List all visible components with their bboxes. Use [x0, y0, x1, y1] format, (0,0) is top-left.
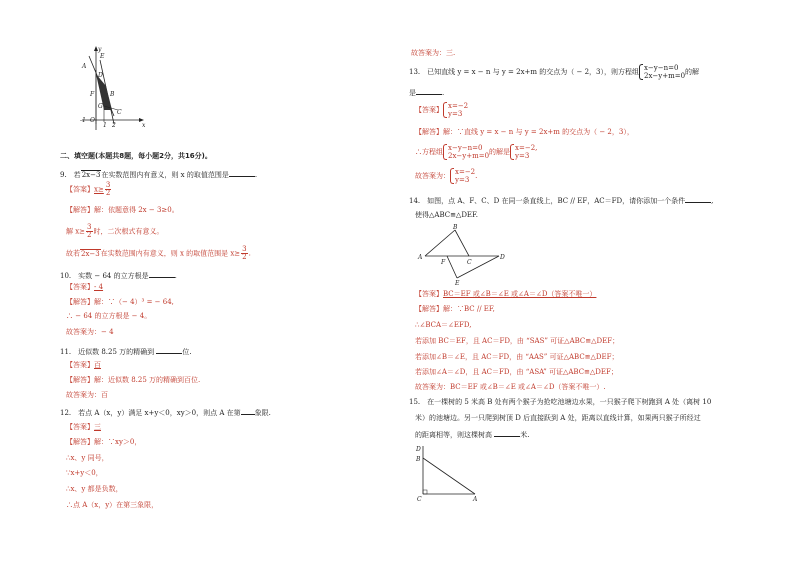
q15-stem-2: 米）的池塘边。另一只爬到树顶 D 后直接跃到 A 处，距离以直线计算，如果两只猴子所经过 [415, 414, 701, 422]
q15-stem-1: 15. 在一棵树的 5 米高 B 处有两个猴子为抢吃池塘边水果，一只猴子爬下树跑到 A 处（离树 10 [409, 398, 712, 406]
q11-stem: 11. 近似数 8.25 万的精确到 位. [60, 348, 192, 356]
tree-figure [413, 442, 483, 502]
q10-analysis-2: ∴ − 64 的立方根是 − 4。 [66, 312, 152, 320]
q9-blank [229, 170, 255, 177]
q9-analysis-1: 【解答】解：依题意得 2x − 3≥0。 [66, 206, 179, 214]
label-e: E [100, 53, 105, 60]
q13-stem: 13. 已知直线 y = x − n 与 y = 2x+m 的交点为（ − 2，3），则方程组 x−y−n=0 2x−y+m=0 的解 [409, 64, 700, 80]
q12-analysis-5: ∴点 A（x，y）在第三象限， [66, 501, 159, 509]
q9-conclusion: 故若2x−3在实数范围内有意义，则 x 的取值范围是 x≥ $\frac{3}{2}$ . [66, 245, 251, 261]
label-a: A [418, 254, 423, 261]
q12-answer: 【答案】三 [66, 423, 101, 431]
q12-analysis-3: ∵x+y＜0， [66, 469, 103, 477]
label-b: B [110, 91, 115, 98]
label-b: B [416, 456, 421, 463]
q9-analysis-2: 解 x≥ $\frac{3}{2}$ 时，二次根式有意义。 [66, 223, 164, 239]
q15-stem-3: 的距离相等，则这棵树高 米. [415, 431, 530, 439]
label-c: C [417, 496, 422, 502]
label-one: 1 [103, 122, 107, 129]
label-f: F [90, 91, 95, 98]
label-g: G [98, 103, 103, 110]
q10-answer: 【答案】- 4 [66, 283, 104, 291]
label-x: x [142, 122, 146, 129]
line-ed [457, 256, 499, 278]
q12-analysis-4: ∴x、y 都是负数， [66, 485, 123, 493]
line-ba [423, 458, 475, 494]
line-fe [447, 256, 457, 278]
line-bc [455, 230, 469, 256]
label-a: A [473, 496, 478, 502]
label-o: O [90, 117, 95, 124]
q11-conclusion: 故答案为：百 [66, 391, 108, 399]
q9-stem: 9. 若2x−3在实数范围内有意义，则 x 的取值范围是 . [60, 171, 258, 179]
label-y: y [98, 46, 102, 53]
q13-system: x−y−n=0 2x−y+m=0 [639, 64, 685, 80]
label-d: D [416, 446, 421, 453]
q14-analysis-5: 若添加∠A＝∠D，且 AC＝FD，由 “ASA” 可证△ABC≌△DEF； [415, 368, 618, 376]
q12-analysis-1: 【解答】解：∵xy＞0， [66, 438, 142, 446]
q13-stem-line2: 是 . [409, 89, 445, 97]
q14-stem-1: 14. 如图，点 A、F、C、D 在同一条直线上，BC // EF，AC＝FD，请你添加一个条件 , [409, 197, 714, 205]
label-a: A [82, 63, 87, 70]
q9-answer: 【答案】x≥ $\frac{3}{2}$ [66, 181, 111, 197]
q12-analysis-2: ∴x、y 同号， [66, 454, 109, 462]
right-angle-mark [423, 490, 427, 494]
q14-answer: 【答案】BC＝EF 或∠B＝∠E 或∠A＝∠D（答案不唯一） [415, 290, 597, 298]
q14-stem-2: 使得△ABC≌△DEF. [415, 211, 479, 219]
label-two: 2 [112, 122, 116, 129]
label-c: C [467, 259, 472, 266]
q13-answer-system: x=−2 y=3 [443, 102, 468, 118]
triangle-figure [417, 222, 507, 288]
q10-analysis-1: 【解答】解：∵（− 4）³ = − 64, [66, 298, 174, 306]
label-e: E [455, 280, 460, 287]
q13-analysis-1: 【解答】解：∵直线 y = x − n 与 y = 2x+m 的交点为（ − 2，3）， [415, 128, 634, 136]
q11-analysis-1: 【解答】解：近似数 8.25 万的精确到百位. [66, 376, 201, 384]
q12-stem: 12. 若点 A（x，y）满足 x+y＜0，xy＞0，则点 A 在第 象限. [60, 409, 271, 417]
right-column [397, 0, 794, 562]
label-f: F [441, 259, 446, 266]
q10-stem: 10. 实数 − 64 的立方根是 . [60, 272, 177, 280]
q14-conclusion: 故答案为：BC＝EF 或∠B＝∠E 或∠A＝∠D（答案不唯一）. [415, 383, 606, 391]
q14-analysis-4: 若添加∠B＝∠E，且 AC＝FD，由 “AAS” 可证△ABC≌△DEF； [415, 353, 619, 361]
answer-tag: 【答案】 [66, 185, 94, 194]
q14-analysis-1: 【解答】解：∵BC // EF, [415, 305, 495, 313]
q10-conclusion: 故答案为：− 4 [66, 328, 114, 336]
label-minus1: -1 [80, 117, 86, 124]
q11-answer: 【答案】百 [66, 361, 101, 369]
label-c: C [117, 109, 122, 116]
label-b: B [453, 224, 458, 231]
q9-sqrt: 2x−3 [81, 171, 101, 179]
q14-analysis-2: ∴∠BCA＝∠EFD, [415, 321, 472, 329]
label-d: D [98, 72, 103, 79]
coordinate-figure [72, 44, 152, 130]
q12-conclusion: 故答案为：三. [411, 49, 456, 57]
label-d: D [500, 254, 505, 261]
q13-analysis-2: ∴方程组 x−y−n=0 2x−y+m=0 的解是 x=−2, y=3 [415, 144, 538, 160]
section-title: 二、填空题(本题共8题，每小题2分，共16分)。 [60, 152, 212, 160]
q13-conclusion: 故答案为： x=−2 y=3 . [415, 168, 478, 184]
q14-analysis-3: 若添加 BC＝EF，且 AC＝FD，由 “SAS” 可证△ABC≌△DEF； [415, 337, 620, 345]
line-ab [425, 230, 455, 256]
q13-answer: 【答案】 x=−2 y=3 [415, 102, 469, 118]
